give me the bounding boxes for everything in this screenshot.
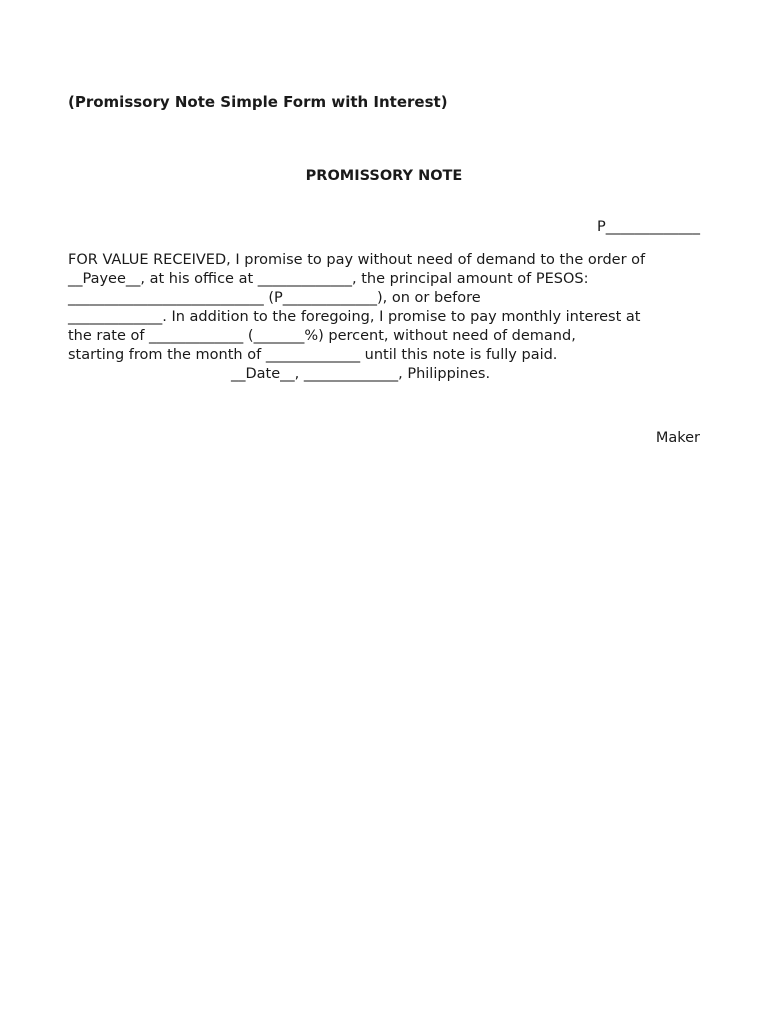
document-heading: PROMISSORY NOTE [305, 168, 463, 184]
date-place-line: __Date__, _____________, Philippines. [231, 366, 491, 382]
body-line: _____________. In addition to the foregoing, I promise to pay monthly interest at [68, 309, 641, 325]
body-line: __Payee__, at his office at _____________, the principal amount of PESOS: [68, 271, 589, 287]
body-line: the rate of _____________ (_______%) percent, without need of demand, [68, 328, 576, 344]
maker-signature-label: Maker [655, 430, 700, 446]
amount-field: P_____________ [597, 219, 700, 235]
note-body [68, 251, 708, 365]
body-line: FOR VALUE RECEIVED, I promise to pay without need of demand to the order of [68, 252, 646, 268]
body-line: ___________________________ (P_____________), on or before [68, 290, 481, 306]
body-line: starting from the month of _____________ until this note is fully paid. [68, 347, 558, 363]
form-title: (Promissory Note Simple Form with Interest) [68, 93, 448, 111]
